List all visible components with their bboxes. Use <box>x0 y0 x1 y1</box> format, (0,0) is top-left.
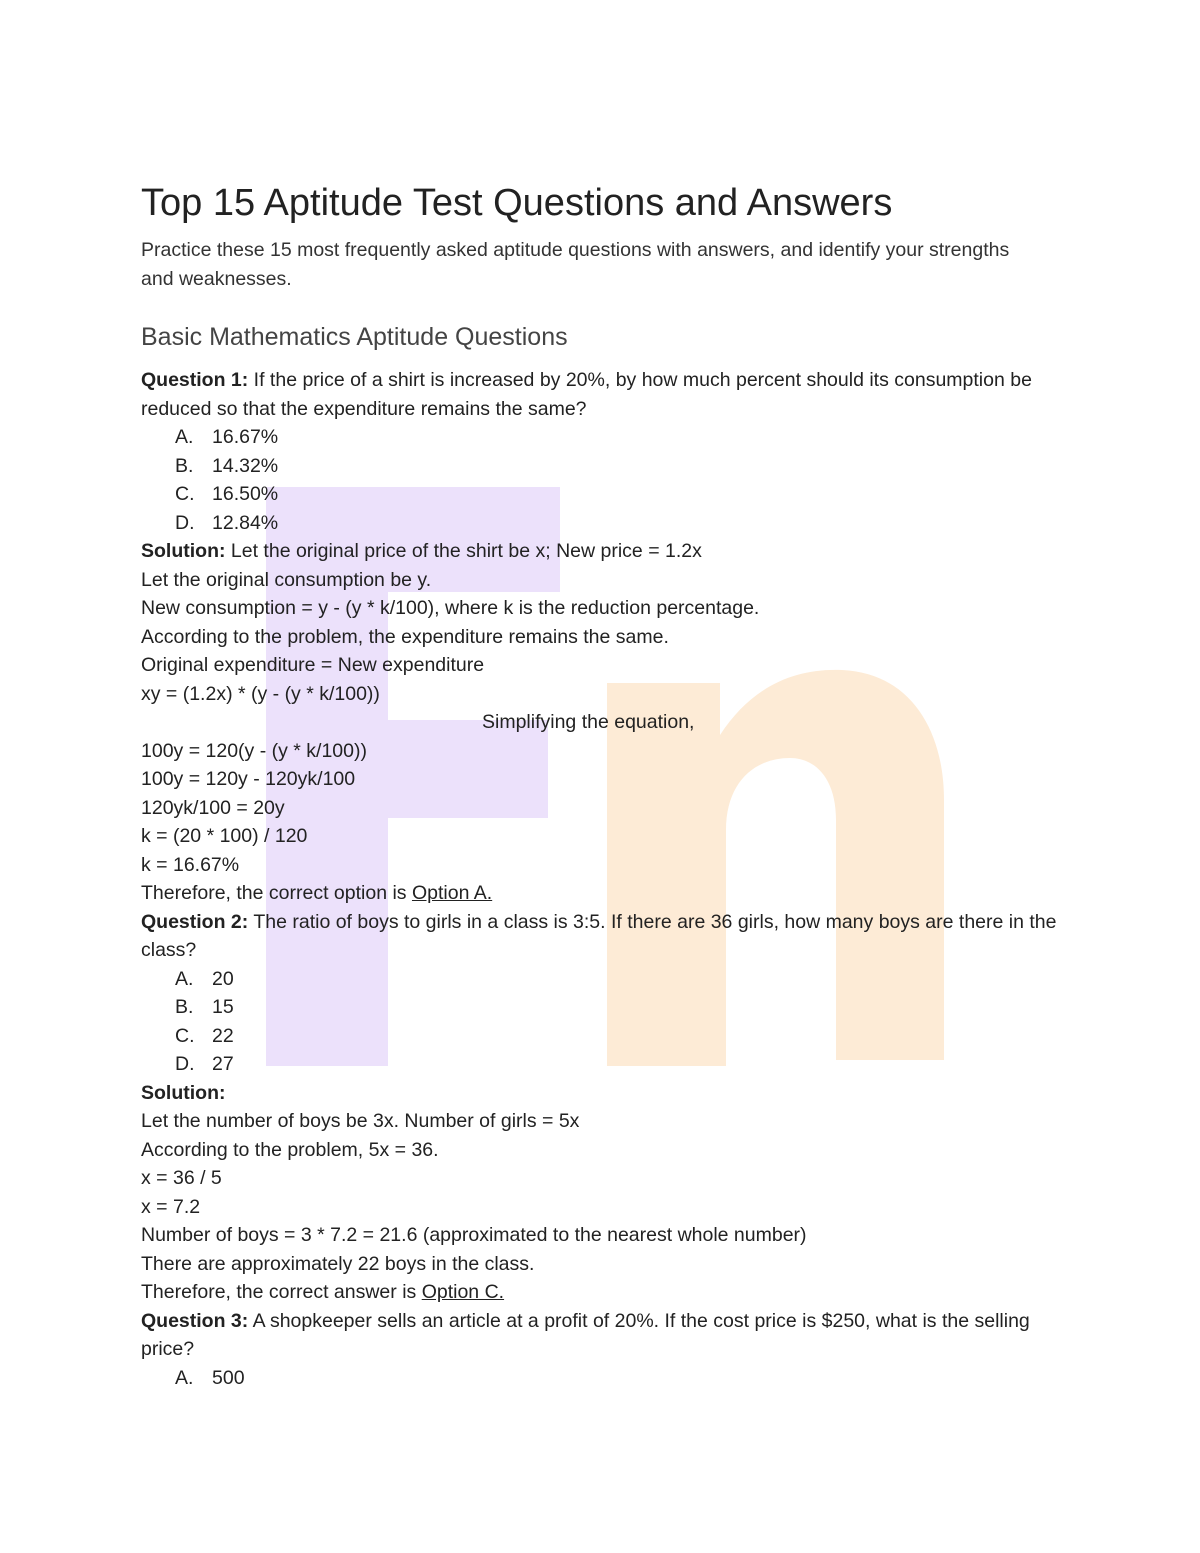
q2-step: x = 36 / 5 <box>141 1167 222 1189</box>
question-1 <box>141 366 1081 423</box>
q1-step: New consumption = y - (y * k/100), where k is the reduction percentage. <box>141 597 760 619</box>
solution-text: Let the original price of the shirt be x; New price = 1.2x <box>225 540 702 562</box>
q3-option-a <box>141 1364 1081 1393</box>
q1-option-d <box>141 509 1081 538</box>
option-letter: A. <box>175 1366 194 1389</box>
q1-step: k = (20 * 100) / 120 <box>141 825 308 847</box>
option-letter: C. <box>175 1024 195 1047</box>
q1-step: 120yk/100 = 20y <box>141 796 285 819</box>
q1-step: According to the problem, the expenditure remains the same. <box>141 625 669 648</box>
answer-prefix: Therefore, the correct option is <box>141 882 412 904</box>
option-text: 12.84% <box>212 511 279 534</box>
q2-option-b <box>141 993 1081 1022</box>
q1-answer <box>141 879 1081 908</box>
page-subtitle: Practice these 15 most frequently asked aptitude questions with answers, and identify your strengths and weaknesses. <box>141 239 1010 290</box>
question-1-text: If the price of a shirt is increased by 20%, by how much percent should its consumption be reduced so that the expenditure remains the same? <box>141 369 1032 420</box>
question-2 <box>141 908 1081 965</box>
q2-step: There are approximately 22 boys in the class. <box>141 1252 535 1275</box>
q1-option-a <box>141 423 1081 452</box>
q2-solution-label: Solution: <box>141 1081 226 1104</box>
question-1-label: Question 1: <box>141 369 249 391</box>
q2-option-d <box>141 1050 1081 1079</box>
q1-step: 100y = 120y - 120yk/100 <box>141 768 356 790</box>
q2-answer <box>141 1278 1081 1307</box>
q1-step: k = 16.67% <box>141 853 240 876</box>
question-2-text: The ratio of boys to girls in a class is 3:5. If there are 36 girls, how many boys are there in the class? <box>141 910 1057 961</box>
section-heading: Basic Mathematics Aptitude Questions <box>141 323 568 351</box>
option-letter: A. <box>175 426 194 448</box>
q1-step: 100y = 120(y - (y * k/100)) <box>141 739 367 762</box>
option-text: 16.67% <box>212 426 279 448</box>
option-text: 16.50% <box>212 483 279 505</box>
option-letter: D. <box>175 511 195 534</box>
option-letter: D. <box>175 1053 195 1075</box>
option-letter: B. <box>175 996 194 1018</box>
q1-simplifying: Simplifying the equation, <box>482 711 695 733</box>
option-text: 15 <box>212 996 234 1018</box>
question-2-label: Question 2: <box>141 910 249 933</box>
q1-solution <box>141 537 1081 566</box>
questions-flow <box>141 366 1081 1392</box>
q2-step: According to the problem, 5x = 36. <box>141 1138 439 1161</box>
option-text: 500 <box>212 1366 245 1389</box>
option-text: 20 <box>212 967 234 990</box>
q2-step: Number of boys = 3 * 7.2 = 21.6 (approximated to the nearest whole number) <box>141 1224 807 1246</box>
q1-step: xy = (1.2x) * (y - (y * k/100)) <box>141 682 380 705</box>
option-letter: B. <box>175 454 194 477</box>
question-3-label: Question 3: <box>141 1309 249 1332</box>
solution-label: Solution: <box>141 540 226 562</box>
q2-step: x = 7.2 <box>141 1195 201 1218</box>
page-title: Top 15 Aptitude Test Questions and Answers <box>141 182 893 224</box>
q1-step: Let the original consumption be y. <box>141 568 432 591</box>
answer-option-link: Option A. <box>411 882 493 904</box>
option-letter: C. <box>175 483 195 505</box>
q1-option-c <box>141 480 1081 509</box>
answer-option-link: Option C. <box>421 1281 505 1303</box>
option-text: 22 <box>212 1024 234 1047</box>
q1-option-b <box>141 452 1081 481</box>
q2-option-a <box>141 965 1081 994</box>
question-3-text: A shopkeeper sells an article at a profit of 20%. If the cost price is $250, what is the selling price? <box>141 1309 1030 1360</box>
answer-prefix: Therefore, the correct answer is <box>141 1281 422 1303</box>
option-text: 14.32% <box>212 454 279 477</box>
option-letter: A. <box>175 967 194 990</box>
q2-step: Let the number of boys be 3x. Number of girls = 5x <box>141 1110 580 1132</box>
question-3 <box>141 1307 1081 1364</box>
q1-step: Original expenditure = New expenditure <box>141 654 485 676</box>
option-text: 27 <box>212 1053 234 1075</box>
q2-option-c <box>141 1022 1081 1051</box>
